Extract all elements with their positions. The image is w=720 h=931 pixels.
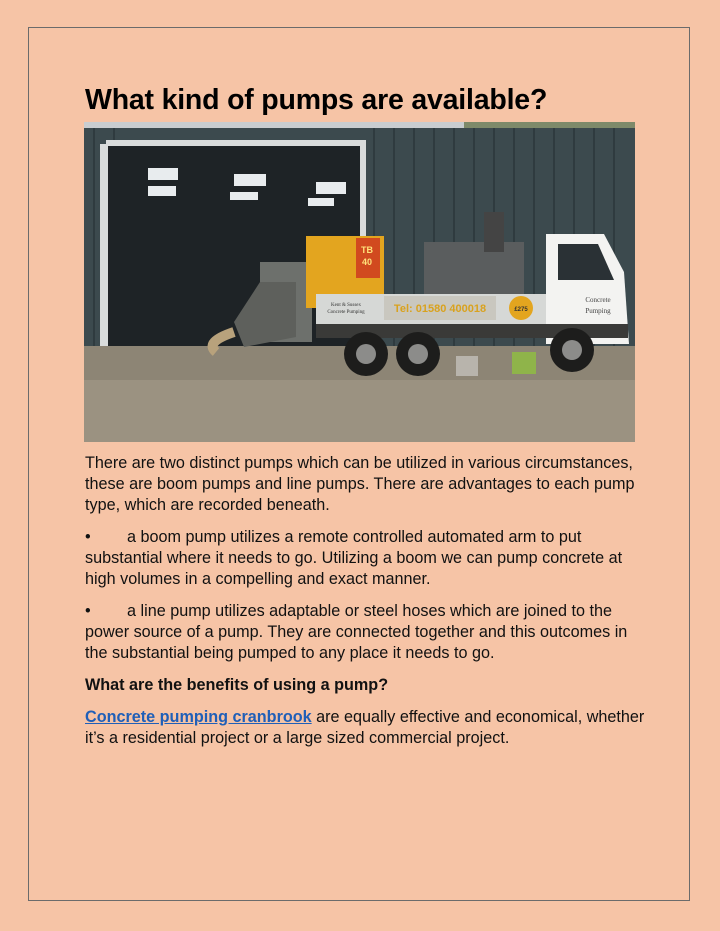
- benefits-subheading: What are the benefits of using a pump?: [85, 676, 389, 694]
- closing-paragraph: [85, 707, 645, 749]
- page-heading: What kind of pumps are available?: [85, 84, 548, 116]
- svg-text:Concrete: Concrete: [585, 296, 611, 304]
- bullet-text: a line pump utilizes adaptable or steel hoses which are joined to the power source of a pump. They are connected together and this outcomes in the substantial being pumped to any place it needs to go.: [85, 602, 628, 662]
- bullet-marker: •: [85, 602, 91, 620]
- intro-paragraph: There are two distinct pumps which can be utilized in various circumstances, these are boom pumps and line pumps. There are advantages to each pump type, which are recorded beneath.: [85, 454, 635, 514]
- svg-text:Kent & Sussex: Kent & Sussex: [331, 303, 361, 308]
- svg-text:TB: TB: [361, 245, 373, 255]
- bullet-item-boom: [85, 527, 645, 590]
- bullet-text: a boom pump utilizes a remote controlled automated arm to put substantial where it needs to go. Utilizing a boom we can pump concrete at high volumes in a compelling and exact manner.: [85, 528, 623, 588]
- svg-text:£275: £275: [514, 307, 528, 313]
- closing-text: are equally effective and economical, whether it’s a residential project or a large sized commercial project.: [85, 708, 645, 747]
- svg-text:Pumping: Pumping: [585, 307, 611, 315]
- concrete-pumping-link[interactable]: Concrete pumping cranbrook: [85, 708, 312, 726]
- svg-text:Tel: 01580 400018: Tel: 01580 400018: [393, 303, 487, 315]
- bullet-item-line: [85, 601, 645, 664]
- svg-text:Concrete Pumping: Concrete Pumping: [327, 310, 365, 315]
- truck-photo: [84, 122, 635, 442]
- article-body: [85, 453, 645, 760]
- bullet-marker: •: [85, 528, 91, 546]
- svg-text:40: 40: [361, 257, 373, 267]
